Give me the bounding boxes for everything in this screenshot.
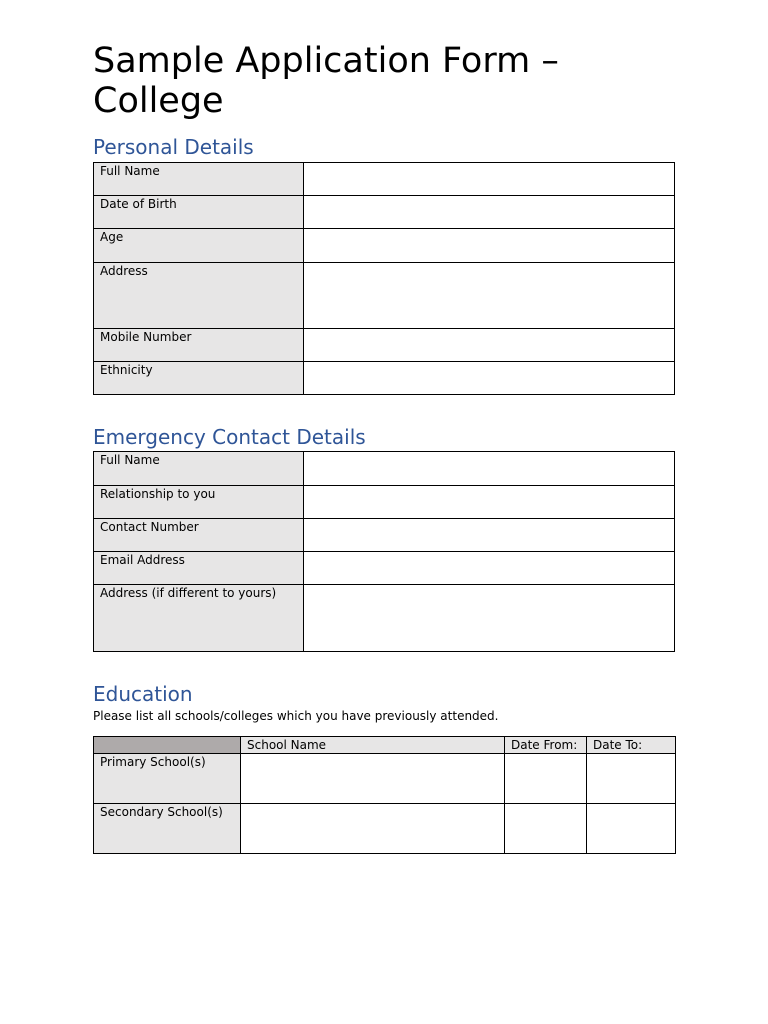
education-corner-cell xyxy=(94,737,241,754)
table-row xyxy=(94,163,675,196)
primary-school-name-field[interactable] xyxy=(241,754,505,804)
emergency-full-name-field[interactable] xyxy=(304,452,675,486)
secondary-date-from-field[interactable] xyxy=(505,804,587,854)
date-to-header: Date To: xyxy=(587,737,676,754)
education-header-row xyxy=(94,737,676,754)
email-address-label: Email Address xyxy=(94,552,304,585)
primary-school-label: Primary School(s) xyxy=(94,754,241,804)
ethnicity-field[interactable] xyxy=(304,362,675,395)
age-field[interactable] xyxy=(304,229,675,263)
table-row xyxy=(94,196,675,229)
table-row xyxy=(94,362,675,395)
relationship-field[interactable] xyxy=(304,486,675,519)
personal-details-heading: Personal Details xyxy=(93,135,254,159)
table-row xyxy=(94,229,675,263)
secondary-school-label: Secondary School(s) xyxy=(94,804,241,854)
table-row xyxy=(94,452,675,486)
date-of-birth-label: Date of Birth xyxy=(94,196,304,229)
primary-date-from-field[interactable] xyxy=(505,754,587,804)
full-name-label: Full Name xyxy=(94,163,304,196)
table-row xyxy=(94,585,675,652)
primary-date-to-field[interactable] xyxy=(587,754,676,804)
address-field[interactable] xyxy=(304,263,675,329)
personal-details-table xyxy=(93,162,675,395)
table-row xyxy=(94,804,676,854)
relationship-label: Relationship to you xyxy=(94,486,304,519)
date-of-birth-field[interactable] xyxy=(304,196,675,229)
table-row xyxy=(94,263,675,329)
date-from-header: Date From: xyxy=(505,737,587,754)
education-table xyxy=(93,736,676,854)
table-row xyxy=(94,552,675,585)
address-label: Address xyxy=(94,263,304,329)
emergency-full-name-label: Full Name xyxy=(94,452,304,486)
emergency-address-label: Address (if different to yours) xyxy=(94,585,304,652)
secondary-school-name-field[interactable] xyxy=(241,804,505,854)
education-instruction: Please list all schools/colleges which you have previously attended. xyxy=(93,709,499,723)
education-heading: Education xyxy=(93,682,193,706)
table-row xyxy=(94,329,675,362)
document-title: Sample Application Form – College xyxy=(93,41,559,121)
emergency-contact-heading: Emergency Contact Details xyxy=(93,425,366,449)
mobile-number-label: Mobile Number xyxy=(94,329,304,362)
contact-number-label: Contact Number xyxy=(94,519,304,552)
age-label: Age xyxy=(94,229,304,263)
table-row xyxy=(94,754,676,804)
emergency-contact-table xyxy=(93,451,675,652)
table-row xyxy=(94,519,675,552)
mobile-number-field[interactable] xyxy=(304,329,675,362)
email-address-field[interactable] xyxy=(304,552,675,585)
full-name-field[interactable] xyxy=(304,163,675,196)
secondary-date-to-field[interactable] xyxy=(587,804,676,854)
emergency-address-field[interactable] xyxy=(304,585,675,652)
contact-number-field[interactable] xyxy=(304,519,675,552)
school-name-header: School Name xyxy=(241,737,505,754)
ethnicity-label: Ethnicity xyxy=(94,362,304,395)
table-row xyxy=(94,486,675,519)
